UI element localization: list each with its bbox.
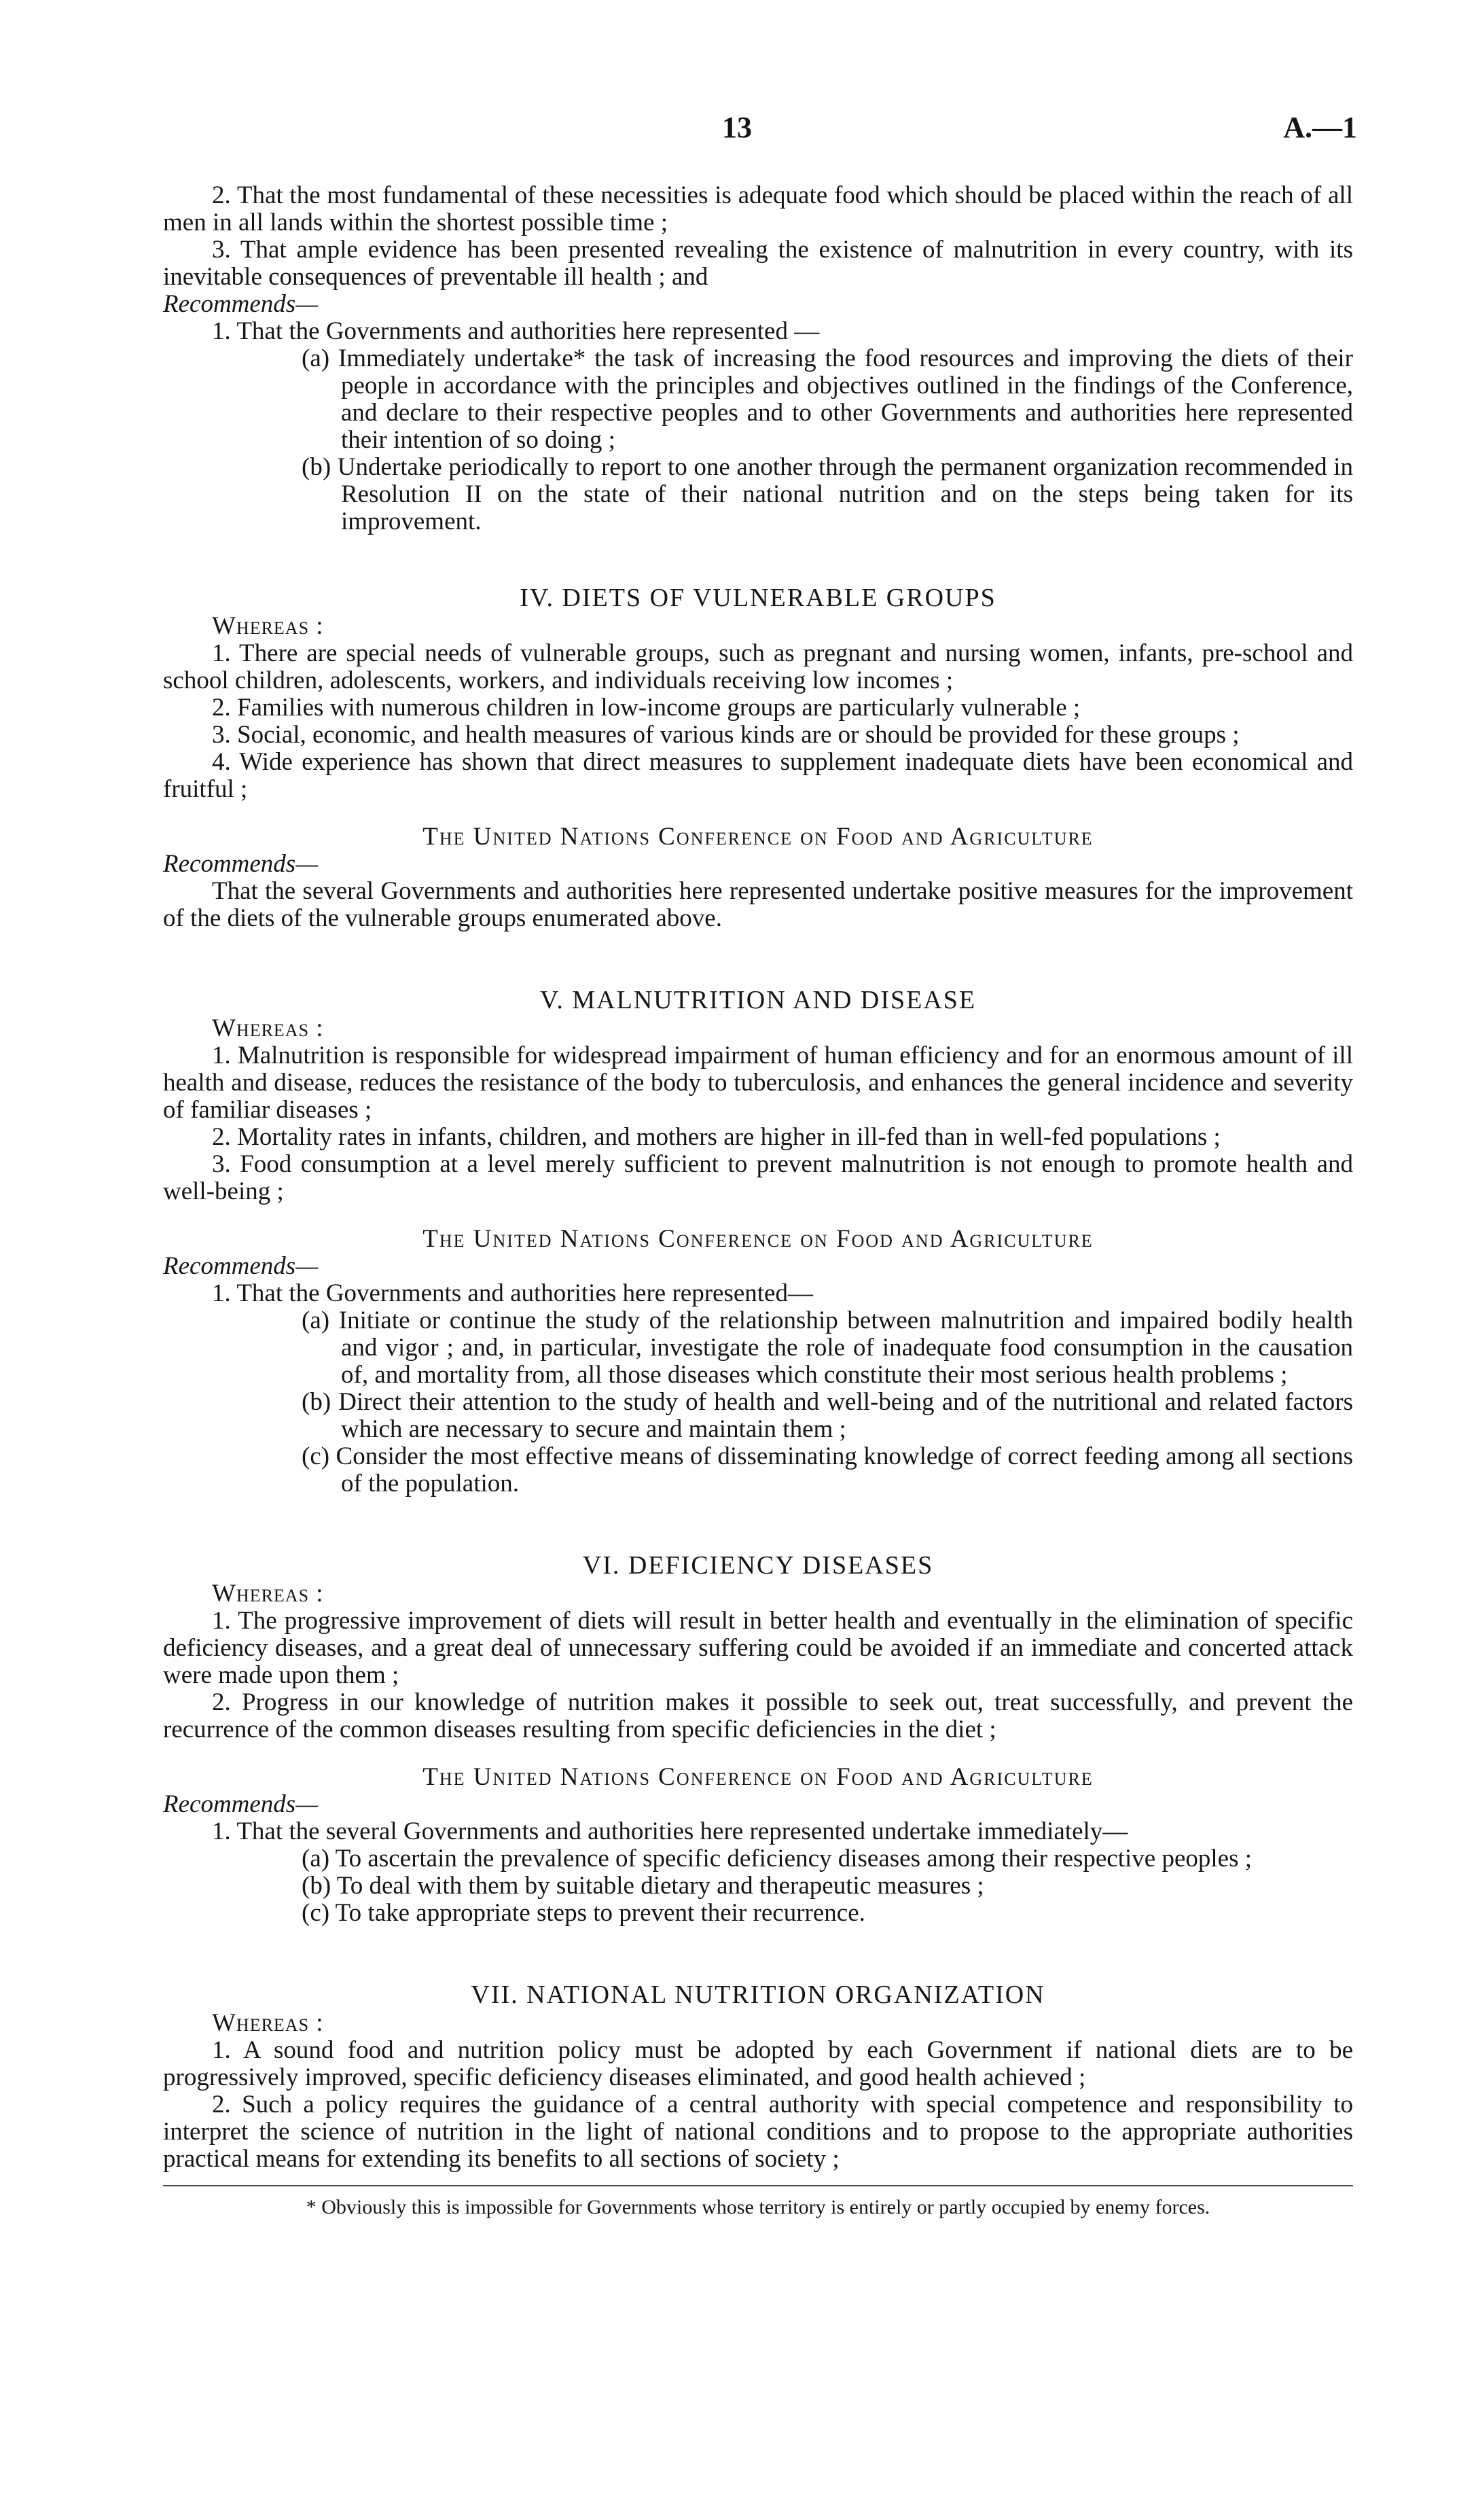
section-v-recommendation-1a: (a) Initiate or continue the study of the relationship between malnutrition and impaired bodily health and vigor ; and, in particular, investigate the role of inadequate food consumption in the causation of, and mortality from, all those diseases which constitute their most serious health problems ; [302,1307,1353,1389]
section-vi-paragraph-1: 1. The progressive improvement of diets will result in better health and eventually in the elimination of specific deficiency diseases, and a great deal of unnecessary suffering could be avoided if an immediate and concerted attack were made upon them ; [163,1607,1353,1689]
conference-heading: The United Nations Conference on Food and Agriculture [422,1763,1094,1791]
conference-heading: The United Nations Conference on Food and Agriculture [422,823,1094,851]
intro-paragraph-2: 2. That the most fundamental of these necessities is adequate food which should be placed within the reach of all men in all lands within the shortest possible time ; [163,181,1353,236]
document-body [163,182,1353,2219]
section-iv-paragraph-3: 3. Social, economic, and health measures of various kinds are or should be provided for these groups ; [212,721,1240,749]
section-v-paragraph-1: 1. Malnutrition is responsible for widespread impairment of human efficiency and for an enormous amount of ill health and disease, reduces the resistance of the body to tuberculosis, and enhances the general incidence and severity of familiar diseases ; [163,1042,1353,1124]
whereas-label: Whereas : [212,612,324,640]
section-iv-paragraph-2: 2. Families with numerous children in low-income groups are particularly vulnerable ; [212,694,1081,722]
recommends-label: Recommends— [163,1252,319,1280]
section-vi-recommendation-1c: (c) To take appropriate steps to prevent their recurrence. [302,1899,865,1927]
whereas-label: Whereas : [212,2009,324,2037]
section-vi-recommendation-1a: (a) To ascertain the prevalence of specific deficiency diseases among their respective peoples ; [302,1845,1253,1873]
section-vii-title: VII. NATIONAL NUTRITION ORGANIZATION [471,1981,1045,2009]
section-vi-recommendation-1b: (b) To deal with them by suitable dietary and therapeutic measures ; [302,1872,984,1900]
footnote-divider [163,2185,1353,2186]
recommendation-1a: (a) Immediately undertake* the task of increasing the food resources and improving the diets of their people in accordance with the principles and objectives outlined in the findings of the Conference, and declare to their respective peoples and to other Governments and authorities here represented their intention of so doing ; [302,344,1353,454]
whereas-label: Whereas : [212,1014,324,1042]
section-vii-paragraph-2: 2. Such a policy requires the guidance of a central authority with special competence and responsibility to interpret the science of nutrition in the light of national conditions and to propose to the appropriate authorities practical means for extending its benefits to all sections of society ; [163,2091,1353,2173]
section-vii-paragraph-1: 1. A sound food and nutrition policy must be adopted by each Government if national diets are to be progressively improved, specific deficiency diseases eliminated, and good health achieved ; [163,2036,1353,2091]
recommendation-1: 1. That the Governments and authorities here represented — [212,317,820,345]
section-vi-paragraph-2: 2. Progress in our knowledge of nutrition makes it possible to seek out, treat successfully, and prevent the recurrence of the common diseases resulting from specific deficiencies in the diet ; [163,1688,1353,1743]
intro-paragraph-3: 3. That ample evidence has been presented revealing the existence of malnutrition in every country, with its inevitable consequences of preventable ill health ; and [163,236,1353,291]
section-iv-title: IV. DIETS OF VULNERABLE GROUPS [520,584,996,612]
conference-heading: The United Nations Conference on Food and Agriculture [422,1225,1094,1253]
recommends-label: Recommends— [163,850,319,878]
document-reference: A.—1 [1283,111,1357,144]
recommends-label: Recommends— [163,290,319,318]
section-v-paragraph-2: 2. Mortality rates in infants, children, and mothers are higher in ill-fed than in well-fed populations ; [212,1123,1221,1151]
section-v-paragraph-3: 3. Food consumption at a level merely sufficient to prevent malnutrition is not enough to promote health and well-being ; [163,1150,1353,1205]
whereas-label: Whereas : [212,1580,324,1608]
page-number: 13 [722,111,752,144]
section-vi-title: VI. DEFICIENCY DISEASES [582,1551,934,1580]
section-iv-paragraph-4: 4. Wide experience has shown that direct measures to supplement inadequate diets have been economical and fruitful ; [163,748,1353,803]
section-v-title: V. MALNUTRITION AND DISEASE [539,986,977,1014]
section-iv-recommendation: That the several Governments and authorities here represented undertake positive measures for the improvement of the diets of the vulnerable groups enumerated above. [163,877,1353,932]
section-v-recommendation-1: 1. That the Governments and authorities here represented— [212,1279,813,1307]
footnote: * Obviously this is impossible for Governments whose territory is entirely or partly occupied by enemy forces. [306,2196,1210,2218]
recommendation-1b: (b) Undertake periodically to report to one another through the permanent organization recommended in Resolution II on the state of their national nutrition and on the steps being taken for its improvement. [302,453,1353,535]
section-v-recommendation-1b: (b) Direct their attention to the study of health and well-being and of the nutritional and related factors which are necessary to secure and maintain them ; [302,1388,1353,1443]
section-vi-recommendation-1: 1. That the several Governments and authorities here represented undertake immediately— [212,1817,1128,1845]
recommends-label: Recommends— [163,1790,319,1818]
section-v-recommendation-1c: (c) Consider the most effective means of disseminating knowledge of correct feeding among all sections of the population. [302,1442,1353,1497]
section-iv-paragraph-1: 1. There are special needs of vulnerable groups, such as pregnant and nursing women, infants, pre-school and school children, adolescents, workers, and individuals receiving low incomes ; [163,639,1353,694]
